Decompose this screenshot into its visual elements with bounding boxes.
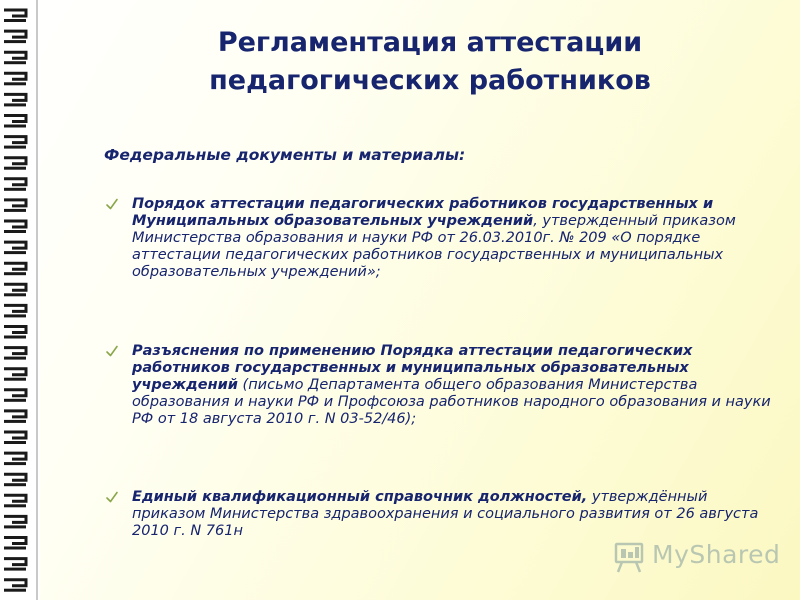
list-item-text — [132, 343, 776, 428]
binding-loop — [4, 179, 26, 191]
list-item-rest: , утвержденный приказом Министерства образования и науки РФ от 26.03.2010г. № 209 «О порядке аттестации педагогических работников государственных и муниципальных образовательных учреждений»; — [132, 213, 736, 280]
binding-loop — [4, 369, 26, 381]
binding-loop — [4, 200, 26, 212]
binding-loop — [4, 327, 26, 339]
binding-loop — [4, 94, 26, 106]
list-item-text — [132, 489, 776, 540]
list-item — [104, 196, 776, 281]
binding-loop — [4, 495, 26, 507]
list-item-lead: Единый квалификационный справочник должностей, — [132, 489, 588, 505]
binding-loop — [4, 73, 26, 85]
binding-loop — [4, 52, 26, 64]
binding-loop — [4, 221, 26, 233]
title-line-1: Регламентация аттестации — [217, 27, 643, 58]
binding-loop — [4, 432, 26, 444]
binding-loop — [4, 348, 26, 360]
binding-loop — [4, 158, 26, 170]
binding-loop — [4, 305, 26, 317]
binding-loop — [4, 116, 26, 128]
list-item-lead: Разъяснения по применению Порядка аттестации педагогических работников государственных и муниципальных образовательных учреждений — [132, 343, 693, 393]
presentation-board-icon — [612, 540, 646, 574]
binding-loop — [4, 411, 26, 423]
binding-loop — [4, 559, 26, 571]
notebook-binding — [0, 0, 40, 600]
binding-loop — [4, 538, 26, 550]
list-item-rest: утверждённый приказом Министерства здравоохранения и социального развития от 26 августа 2010 г. N 761н — [132, 489, 759, 539]
logo-text: MyShared — [652, 540, 781, 569]
checkmark-icon — [104, 489, 120, 505]
binding-loop — [4, 137, 26, 149]
title-line-2: педагогических работников — [209, 65, 651, 96]
spiral-binding-icon — [2, 4, 32, 596]
list-item-lead: Порядок аттестации педагогических работников государственных и Муниципальных образовательных учреждений — [132, 196, 714, 229]
binding-loop — [4, 390, 26, 402]
binding-loop — [4, 263, 26, 275]
list-item-rest: (письмо Департамента общего образования Министерства образования и науки РФ и Профсоюза работников народного образования и науки РФ от 18 августа 2010 г. N 03-52/46); — [132, 377, 771, 427]
binding-margin-line — [36, 0, 38, 600]
binding-loop — [4, 580, 26, 592]
binding-loop — [4, 284, 26, 296]
list-item-text — [132, 196, 776, 281]
list-item — [104, 343, 776, 428]
binding-loop — [4, 516, 26, 528]
checkmark-icon — [104, 196, 120, 212]
section-heading: Федеральные документы и материалы: — [104, 146, 466, 164]
binding-loop — [4, 10, 26, 22]
binding-loop — [4, 453, 26, 465]
binding-loop — [4, 474, 26, 486]
watermark-logo — [612, 538, 780, 576]
checkmark-icon — [104, 343, 120, 359]
slide-title — [80, 24, 780, 100]
binding-loop — [4, 242, 26, 254]
binding-loop — [4, 31, 26, 43]
list-item — [104, 489, 776, 540]
